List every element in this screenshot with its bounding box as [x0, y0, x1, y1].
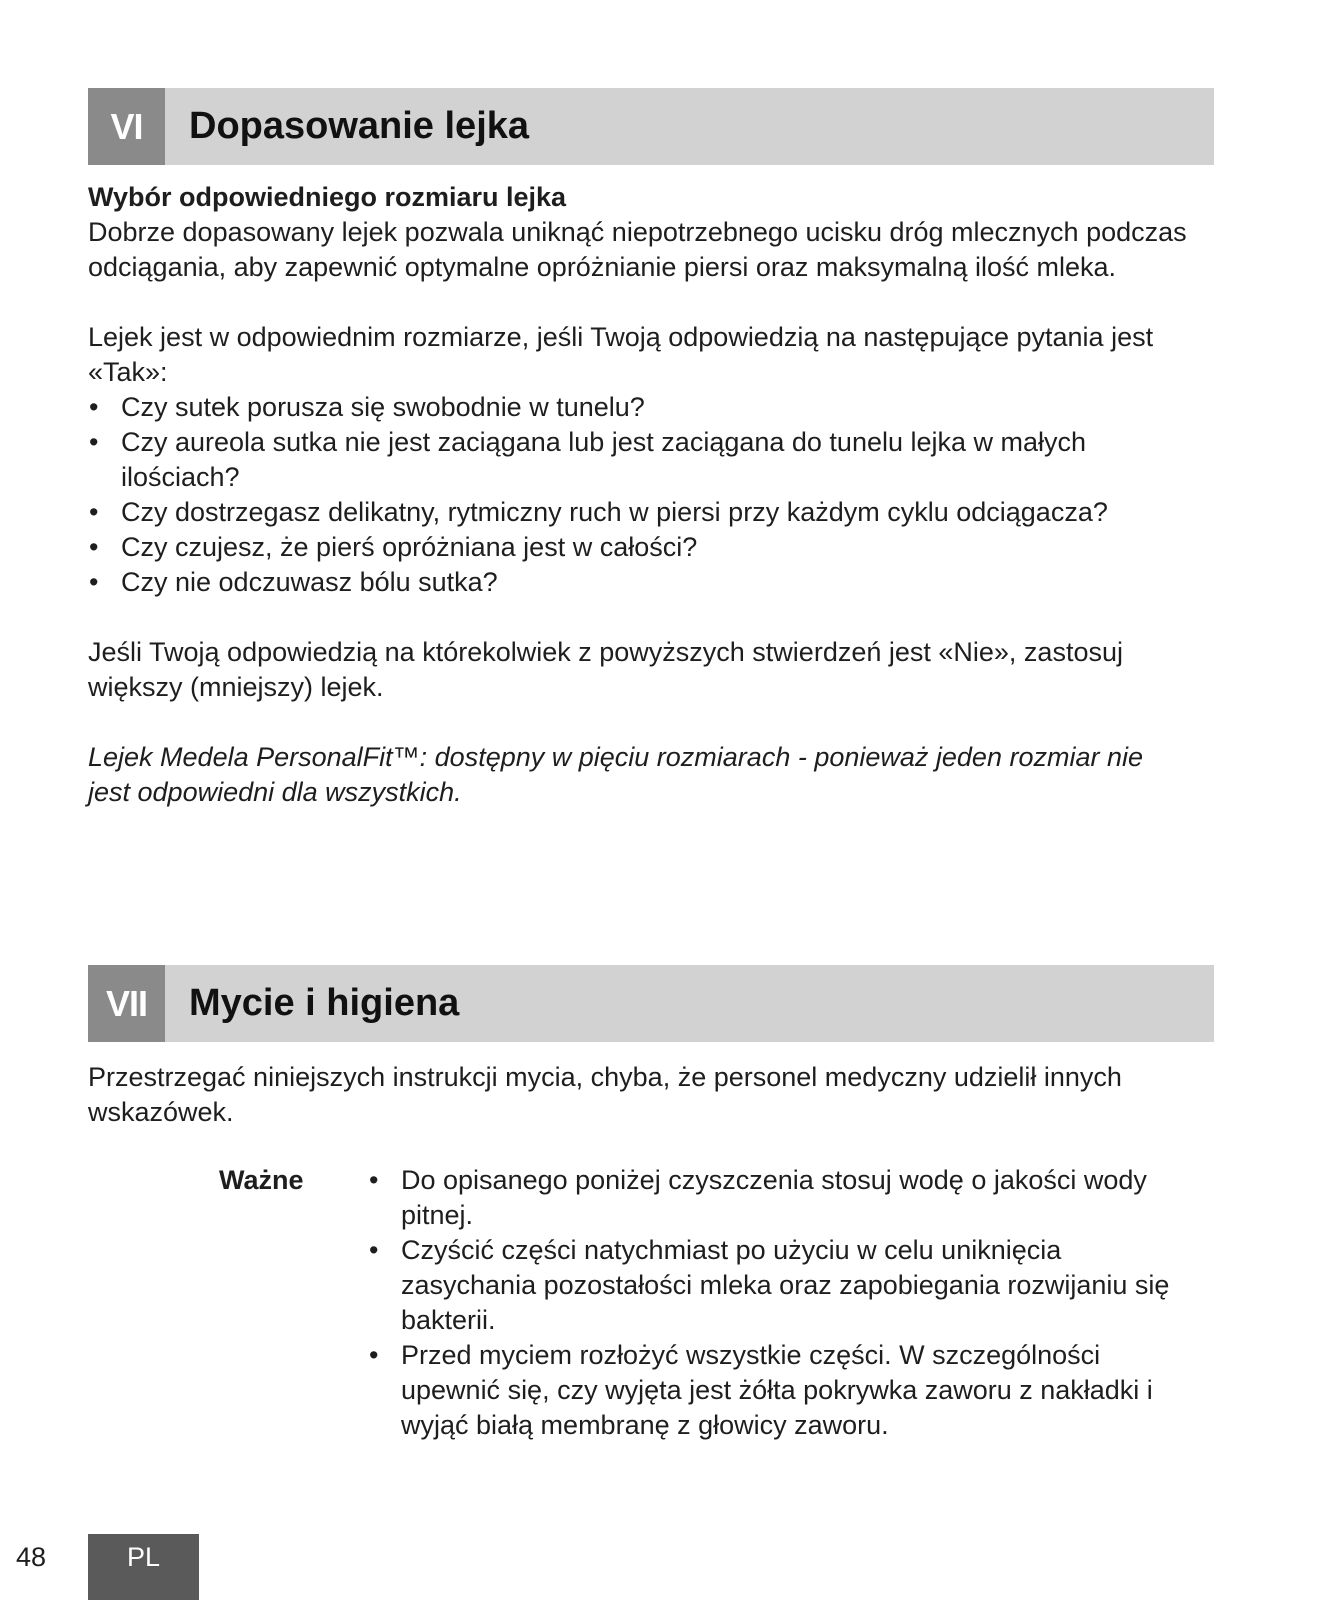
section-6-number: VI [88, 88, 165, 165]
section-7-header [88, 965, 1214, 1042]
language-tab: PL [88, 1534, 199, 1600]
page-number: 48 [16, 1542, 47, 1572]
important-label: Ważne [219, 1165, 304, 1195]
section-6-intro: Dobrze dopasowany lejek pozwala uniknąć niepotrzebnego ucisku dróg mlecznych podczas odciągania, aby zapewnić optymalne opróżnianie piersi oraz maksymalną ilość mleka. [88, 217, 1187, 282]
list-item [88, 530, 1218, 565]
section-6-body [88, 180, 1218, 810]
section-6-subheading: Wybór odpowiedniego rozmiaru lejka [88, 182, 567, 212]
list-item [368, 1338, 1203, 1443]
section-7-intro: Przestrzegać niniejszych instrukcji mycia, chyba, że personel medyczny udzielił innych wskazówek. [88, 1062, 1122, 1127]
section-6-title: Dopasowanie lejka [189, 105, 530, 147]
question-text: Czy nie odczuwasz bólu sutka? [121, 567, 498, 597]
section-6-question-list [88, 390, 1218, 600]
section-7-number: VII [88, 965, 165, 1042]
question-text: Czy sutek porusza się swobodnie w tunelu? [121, 392, 645, 422]
important-text: Czyścić części natychmiast po użyciu w celu uniknięcia zasychania pozostałości mleka oraz zapobiegania rozwijaniu się bakterii. [401, 1235, 1170, 1335]
section-7-body [88, 1060, 1218, 1130]
important-list [368, 1163, 1203, 1443]
section-6-question-intro: Lejek jest w odpowiednim rozmiarze, jeśli Twoją odpowiedzią na następujące pytania jest «Tak»: [88, 322, 1154, 387]
question-text: Czy czujesz, że pierś opróżniana jest w całości? [121, 532, 698, 562]
list-item [88, 390, 1218, 425]
section-6-note: Lejek Medela PersonalFit™: dostępny w pięciu rozmiarach - ponieważ jeden rozmiar nie jest odpowiedni dla wszystkich. [88, 742, 1144, 807]
important-text: Do opisanego poniżej czyszczenia stosuj wodę o jakości wody pitnej. [401, 1165, 1147, 1230]
section-6-advice: Jeśli Twoją odpowiedzią na którekolwiek z powyższych stwierdzeń jest «Nie», zastosuj większy (mniejszy) lejek. [88, 637, 1123, 702]
list-item [368, 1163, 1203, 1233]
section-6-header [88, 88, 1214, 165]
list-item [368, 1233, 1203, 1338]
list-item [88, 565, 1218, 600]
section-7-title: Mycie i higiena [189, 982, 460, 1024]
important-text: Przed myciem rozłożyć wszystkie części. W szczególności upewnić się, czy wyjęta jest żółta pokrywka zaworu z nakładki i wyjąć białą membranę z głowicy zaworu. [401, 1340, 1153, 1440]
list-item [88, 425, 1218, 495]
question-text: Czy aureola sutka nie jest zaciągana lub jest zaciągana do tunelu lejka w małych ilościach? [121, 427, 1087, 492]
list-item [88, 495, 1218, 530]
question-text: Czy dostrzegasz delikatny, rytmiczny ruch w piersi przy każdym cyklu odciągacza? [121, 497, 1108, 527]
